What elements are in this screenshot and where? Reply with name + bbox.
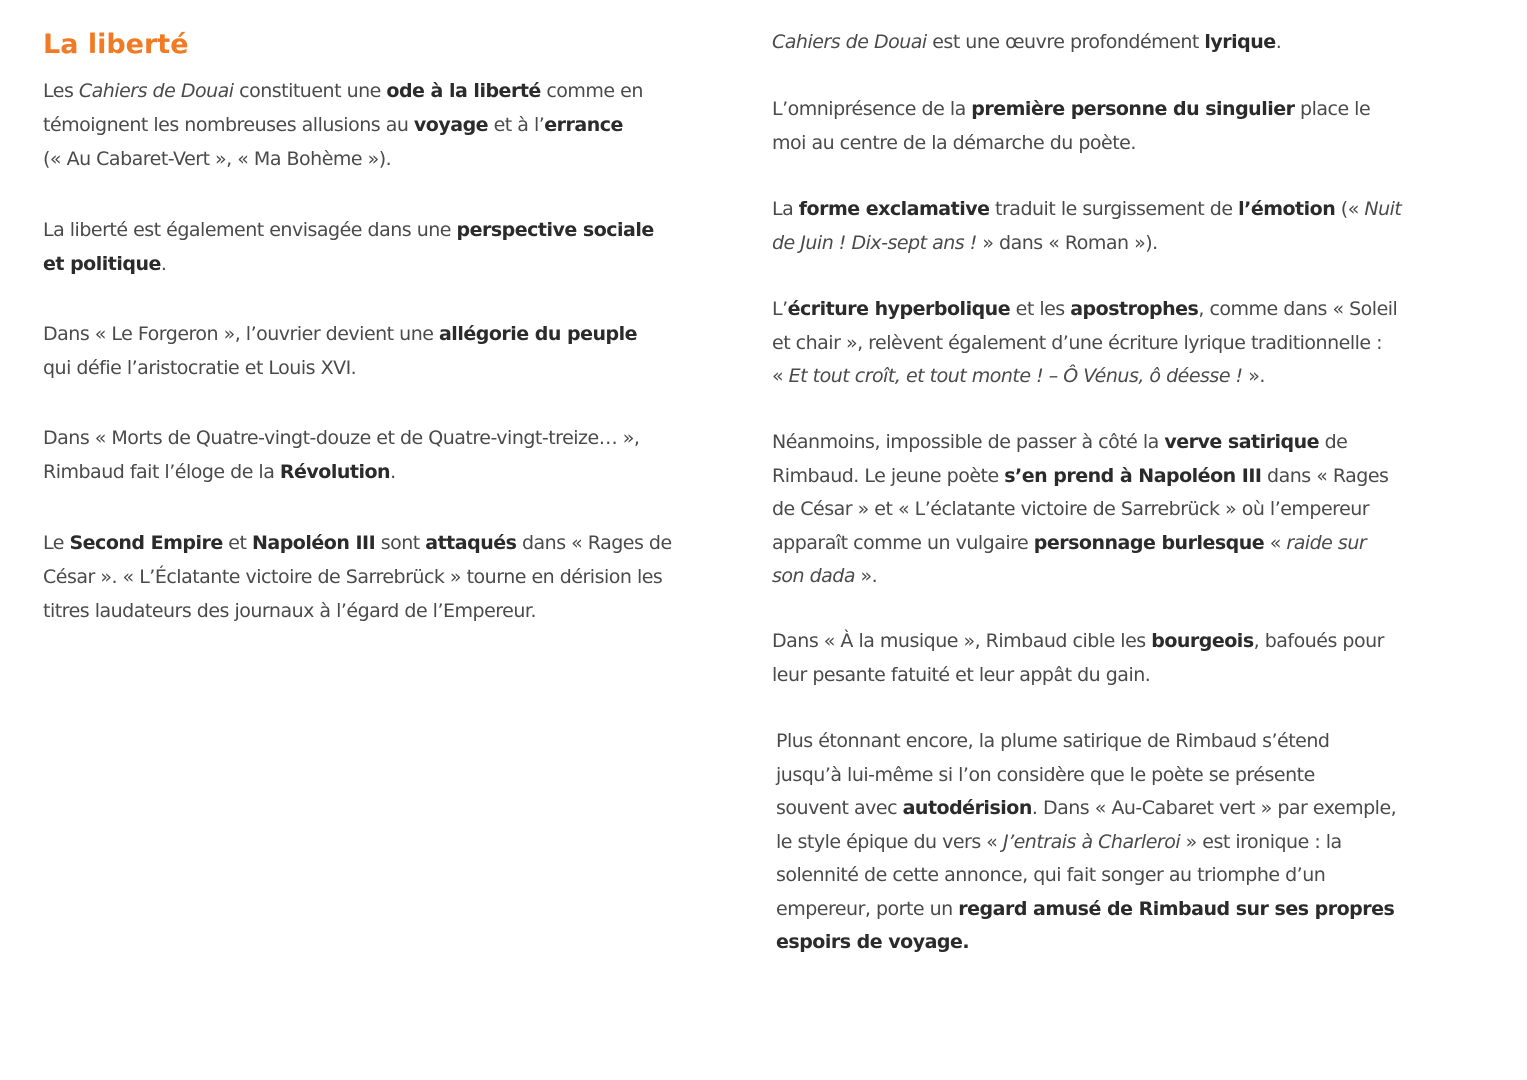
text-line xyxy=(43,142,643,176)
text-run: place le xyxy=(1294,98,1371,120)
text-line xyxy=(776,759,1396,793)
text-run: , comme dans « Soleil xyxy=(1198,298,1398,320)
paragraph-forme-exclamative xyxy=(772,193,1401,260)
text-line xyxy=(772,93,1370,127)
bold-text: forme exclamative xyxy=(798,198,990,220)
bold-text: bourgeois xyxy=(1151,630,1254,652)
italic-text: J’entrais à Charleroi xyxy=(1002,830,1181,853)
paragraph-second-empire xyxy=(43,526,672,628)
bold-text: première personne du singulier xyxy=(971,98,1295,120)
text-run: dans « Rages de xyxy=(516,532,672,554)
text-line xyxy=(43,594,672,628)
text-line xyxy=(776,926,1396,960)
italic-text: Et tout croît, et tout monte ! – Ô Vénus, ô déesse ! xyxy=(788,365,1243,387)
bold-text: autodérision xyxy=(902,797,1032,819)
text-run: Les xyxy=(43,80,79,102)
paragraph-liberte-ode xyxy=(43,74,643,176)
text-run: empereur, porte un xyxy=(776,897,959,920)
paragraph-ecriture-hyperbolique xyxy=(772,293,1397,394)
bold-text: Révolution xyxy=(279,461,391,483)
text-line xyxy=(43,74,643,108)
text-run: « xyxy=(772,365,789,387)
text-line xyxy=(772,659,1384,693)
text-run: . xyxy=(160,253,167,275)
text-run: solennité de cette annonce, qui fait songer au triomphe d’un xyxy=(776,864,1326,886)
bold-text: allégorie du peuple xyxy=(438,323,638,345)
text-run: et chair », relèvent également d’une écriture lyrique traditionnelle : xyxy=(772,331,1383,354)
text-run: Rimbaud. Le jeune poète xyxy=(772,464,1005,487)
paragraph-lyrique xyxy=(772,26,1281,60)
text-line xyxy=(43,455,639,489)
italic-text: son dada xyxy=(772,565,856,587)
paragraph-le-forgeron xyxy=(43,317,637,385)
text-line xyxy=(772,460,1388,494)
text-run: et les xyxy=(1010,298,1071,320)
bold-text: voyage xyxy=(413,114,489,136)
text-line xyxy=(43,421,639,455)
text-line xyxy=(776,792,1396,826)
text-run: (« xyxy=(1335,198,1365,220)
italic-text: Nuit xyxy=(1364,198,1402,220)
text-run: traduit le surgissement de xyxy=(989,198,1239,220)
text-run: constituent une xyxy=(233,80,387,102)
text-run: et xyxy=(222,532,252,554)
italic-text: de Juin ! Dix-sept ans ! xyxy=(772,231,977,254)
paragraph-premiere-personne xyxy=(772,93,1370,160)
bold-text: ode à la liberté xyxy=(386,80,541,102)
text-run: Plus étonnant encore, la plume satirique de Rimbaud s’étend xyxy=(776,730,1330,752)
page-title: La liberté xyxy=(43,29,189,60)
text-run: souvent avec xyxy=(776,797,903,819)
bold-text: personnage burlesque xyxy=(1033,531,1265,554)
text-run: jusqu’à lui-même si l’on considère que le poète se présente xyxy=(776,763,1315,786)
text-line xyxy=(772,625,1384,659)
bold-text: l’émotion xyxy=(1238,198,1336,220)
paragraph-perspective-sociale xyxy=(43,213,654,281)
text-run: . Dans « Au-Cabaret vert » par exemple, xyxy=(1031,797,1397,819)
text-run: L’ xyxy=(772,298,788,320)
bold-text: perspective sociale xyxy=(456,219,654,241)
text-run: , bafoués pour xyxy=(1253,630,1384,652)
text-run: dans « Rages xyxy=(1261,464,1389,487)
text-line xyxy=(772,193,1401,227)
bold-text: s’en prend à Napoléon III xyxy=(1004,464,1262,487)
text-run: . xyxy=(390,461,396,483)
text-run: apparaît comme un vulgaire xyxy=(772,531,1034,554)
text-run: La liberté est également envisagée dans une xyxy=(43,219,457,241)
text-line xyxy=(772,360,1397,394)
paragraph-bourgeois xyxy=(772,625,1384,692)
text-run: de xyxy=(1319,431,1348,453)
bold-text: lyrique xyxy=(1204,31,1276,53)
text-line xyxy=(43,351,637,385)
text-line xyxy=(772,493,1388,527)
text-line xyxy=(43,247,654,281)
text-run: et à l’ xyxy=(488,114,545,136)
text-run: titres laudateurs des journaux à l’égard de l’Empereur. xyxy=(43,600,536,622)
bold-text: écriture hyperbolique xyxy=(787,298,1011,320)
text-run: . xyxy=(1275,31,1282,53)
bold-text: verve satirique xyxy=(1164,431,1320,453)
bold-text: errance xyxy=(544,114,623,136)
text-run: Rimbaud fait l’éloge de la xyxy=(43,461,280,483)
italic-text: Cahiers de Douai xyxy=(78,80,234,102)
text-line xyxy=(776,859,1396,893)
text-run: moi au centre de la démarche du poète. xyxy=(772,131,1136,154)
text-run: Le xyxy=(43,532,70,554)
text-line xyxy=(43,317,637,351)
text-line xyxy=(772,560,1388,594)
text-run: sont xyxy=(375,532,426,554)
paragraph-autoderision xyxy=(776,725,1396,960)
text-run: leur pesante fatuité et leur appât du gain. xyxy=(772,663,1151,686)
paragraph-verve-satirique xyxy=(772,426,1388,594)
text-line xyxy=(43,213,654,247)
italic-text: Cahiers de Douai xyxy=(772,31,927,53)
text-run: L’omniprésence de la xyxy=(772,98,972,120)
bold-text: espoirs de voyage. xyxy=(776,931,970,953)
text-line xyxy=(43,560,672,594)
text-run: ». xyxy=(1242,365,1265,387)
text-line xyxy=(43,526,672,560)
bold-text: attaqués xyxy=(425,532,517,554)
paragraph-revolution xyxy=(43,421,639,489)
text-run: » dans « Roman »). xyxy=(976,231,1158,254)
text-run: César ». « L’Éclatante victoire de Sarrebrück » tourne en dérision les xyxy=(43,566,663,588)
text-run: comme en xyxy=(540,80,643,102)
text-line xyxy=(772,26,1281,60)
text-line xyxy=(772,293,1397,327)
text-line xyxy=(776,725,1396,759)
text-line xyxy=(772,327,1397,361)
text-line xyxy=(776,893,1396,927)
text-line xyxy=(772,227,1401,261)
text-run: Néanmoins, impossible de passer à côté la xyxy=(772,431,1165,453)
text-run: Dans « À la musique », Rimbaud cible les xyxy=(772,630,1152,652)
text-run: « xyxy=(1264,531,1287,554)
text-run: de César » et « L’éclatante victoire de Sarrebrück » où l’empereur xyxy=(772,498,1370,520)
bold-text: et politique xyxy=(43,253,161,275)
text-run: le style épique du vers « xyxy=(776,830,1003,853)
text-run: » est ironique : la xyxy=(1180,830,1342,853)
text-line xyxy=(772,127,1370,161)
text-run: qui défie l’aristocratie et Louis XVI. xyxy=(43,357,357,379)
bold-text: apostrophes xyxy=(1070,298,1199,320)
italic-text: raide sur xyxy=(1286,531,1367,554)
text-run: Dans « Morts de Quatre-vingt-douze et de Quatre-vingt-treize… », xyxy=(43,427,640,449)
text-run: ». xyxy=(855,565,878,587)
text-line xyxy=(776,826,1396,860)
bold-text: Napoléon III xyxy=(251,532,376,554)
text-run: témoignent les nombreuses allusions au xyxy=(43,114,414,136)
text-run: Dans « Le Forgeron », l’ouvrier devient une xyxy=(43,323,439,345)
text-line xyxy=(772,527,1388,561)
text-run: (« Au Cabaret-Vert », « Ma Bohème »). xyxy=(43,148,392,170)
text-line xyxy=(43,108,643,142)
text-run: est une œuvre profondément xyxy=(926,31,1205,53)
text-line xyxy=(772,426,1388,460)
bold-text: regard amusé de Rimbaud sur ses propres xyxy=(958,897,1395,920)
text-run: La xyxy=(772,198,799,220)
bold-text: Second Empire xyxy=(69,532,223,554)
